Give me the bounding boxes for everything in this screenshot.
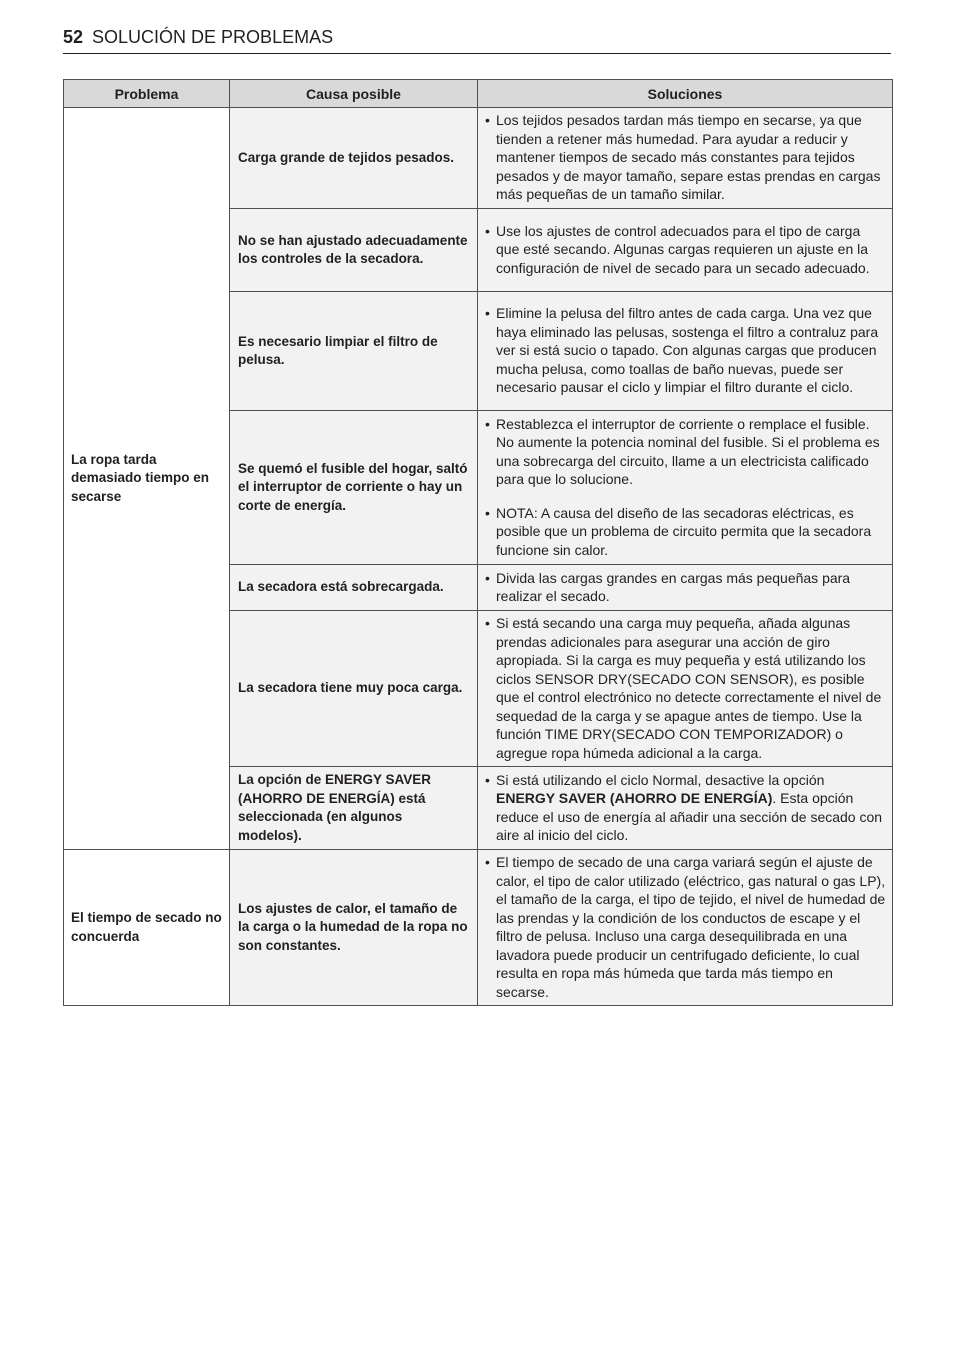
troubleshooting-table <box>63 79 893 1006</box>
solution-cell <box>478 108 893 209</box>
solution-text: Restablezca el interruptor de corriente o remplace el fusible. No aumente la potencia nominal del fusible. Si el problema es una sobrecarga del circuito, llame a un electricista calificado para que lo solucione. <box>496 415 880 488</box>
table-header-row <box>64 80 893 108</box>
cause-cell: Carga grande de tejidos pesados. <box>230 108 478 209</box>
bullet-icon: • <box>485 615 490 631</box>
bullet-icon: • <box>485 112 490 129</box>
solution-cell <box>478 209 893 292</box>
solution-item <box>485 504 886 560</box>
column-header-solutions: Soluciones <box>478 80 893 108</box>
page-number: 52 <box>63 27 84 47</box>
cause-cell: La secadora está sobrecargada. <box>230 565 478 611</box>
column-header-problem: Problema <box>64 80 230 108</box>
solution-item <box>485 771 886 845</box>
solution-text-part: . Esta opción reduce el uso de energía al añadir una sección de secado con aire al inicio del ciclo. <box>496 790 883 843</box>
bullet-icon: • <box>485 222 490 239</box>
solution-text: Elimine la pelusa del filtro antes de cada carga. Una vez que haya eliminado las pelusas, sostenga el filtro a contraluz para ver si está sucio o tapado. Con algunas cargas que producen mucha pelusa, como toallas de baño nuevas, puede ser necesario pausar el ciclo y limpiar el filtro durante el ciclo. <box>496 305 879 396</box>
cause-cell: Se quemó el fusible del hogar, saltó el interruptor de corriente o hay un corte de energía. <box>230 411 478 565</box>
problem-cell: El tiempo de secado no concuerda <box>64 850 230 1006</box>
bullet-icon: • <box>485 415 490 432</box>
cause-cell: La secadora tiene muy poca carga. <box>230 611 478 767</box>
solution-item <box>485 111 886 204</box>
section-title: SOLUCIÓN DE PROBLEMAS <box>92 27 334 47</box>
solution-text: Si está secando una carga muy pequeña, añada algunas prendas adicionales para asegurar una acción de giro apropiada. Si la carga es muy pequeña y está utilizando los ciclos SENSOR DRY(SECADO CON SENSOR), es posible que el control electrónico no detecte correctamente el nivel de sequedad de la carga y se apague antes de tiempo. Use la función TIME DRY(SECADO CON TEMPORIZADOR) o agregue ropa húmeda adicional a la carga. <box>496 615 882 761</box>
problem-cell: La ropa tarda demasiado tiempo en secarse <box>64 108 230 850</box>
solution-item <box>485 304 886 397</box>
cause-cell: La opción de ENERGY SAVER (AHORRO DE ENERGÍA) está seleccionada (en algunos modelos). <box>230 767 478 850</box>
bullet-icon: • <box>485 854 490 870</box>
solution-item <box>485 222 886 278</box>
solution-text: NOTA: A causa del diseño de las secadoras eléctricas, es posible que un problema de circuito permita que la secadora funcione sin calor. <box>496 504 872 558</box>
solution-cell <box>478 565 893 611</box>
bullet-icon: • <box>485 771 490 788</box>
solution-item <box>485 853 886 1001</box>
solution-cell <box>478 292 893 411</box>
bullet-icon: • <box>485 305 490 322</box>
solution-item <box>485 415 886 489</box>
page-header <box>63 24 891 54</box>
solution-text <box>496 771 886 845</box>
solution-text: Divida las cargas grandes en cargas más pequeñas para realizar el secado. <box>496 569 851 604</box>
cause-cell: No se han ajustado adecuadamente los controles de la secadora. <box>230 209 478 292</box>
solution-cell <box>478 611 893 767</box>
solution-text: Los tejidos pesados tardan más tiempo en secarse, ya que tienden a retener más humedad. Para ayudar a reducir y mantener tiempos de secado más constantes para tejidos pesados y de mayor tamaño, separe estas prendas en cargas más pequeñas de un tamaño similar. <box>496 112 881 203</box>
solution-text: El tiempo de secado de una carga variará según el ajuste de calor, el tipo de calor utilizado (eléctrico, gas natural o gas LP), el tamaño de la carga, el tipo de tejido, el nivel de humedad de las prendas y la condición de los conductos de escape y el filtro de pelusa. Incluso una carga desequilibrada en una lavadora puede producir un centrifugado deficiente, lo cual resulta en ropa más húmeda que tarda más tiempo en secarse. <box>496 854 886 1000</box>
bullet-icon: • <box>485 569 490 586</box>
solution-item <box>485 569 886 606</box>
solution-cell <box>478 850 893 1006</box>
bullet-icon: • <box>485 504 490 521</box>
solution-cell <box>478 767 893 850</box>
cause-cell: Los ajustes de calor, el tamaño de la carga o la humedad de la ropa no son constantes. <box>230 850 478 1006</box>
table-row <box>64 108 893 209</box>
solution-item <box>485 614 886 762</box>
solution-text: Use los ajustes de control adecuados para el tipo de carga que esté secando. Algunas cargas requieren un ajuste en la configuración de nivel de secado para un secado adecuado. <box>496 222 870 276</box>
energy-saver-emphasis: ENERGY SAVER (AHORRO DE ENERGÍA) <box>496 790 773 806</box>
solution-cell <box>478 411 893 565</box>
cause-cell: Es necesario limpiar el filtro de pelusa. <box>230 292 478 411</box>
column-header-cause: Causa posible <box>230 80 478 108</box>
solution-text-part: Si está utilizando el ciclo Normal, desactive la opción <box>496 771 825 788</box>
table-row <box>64 850 893 1006</box>
